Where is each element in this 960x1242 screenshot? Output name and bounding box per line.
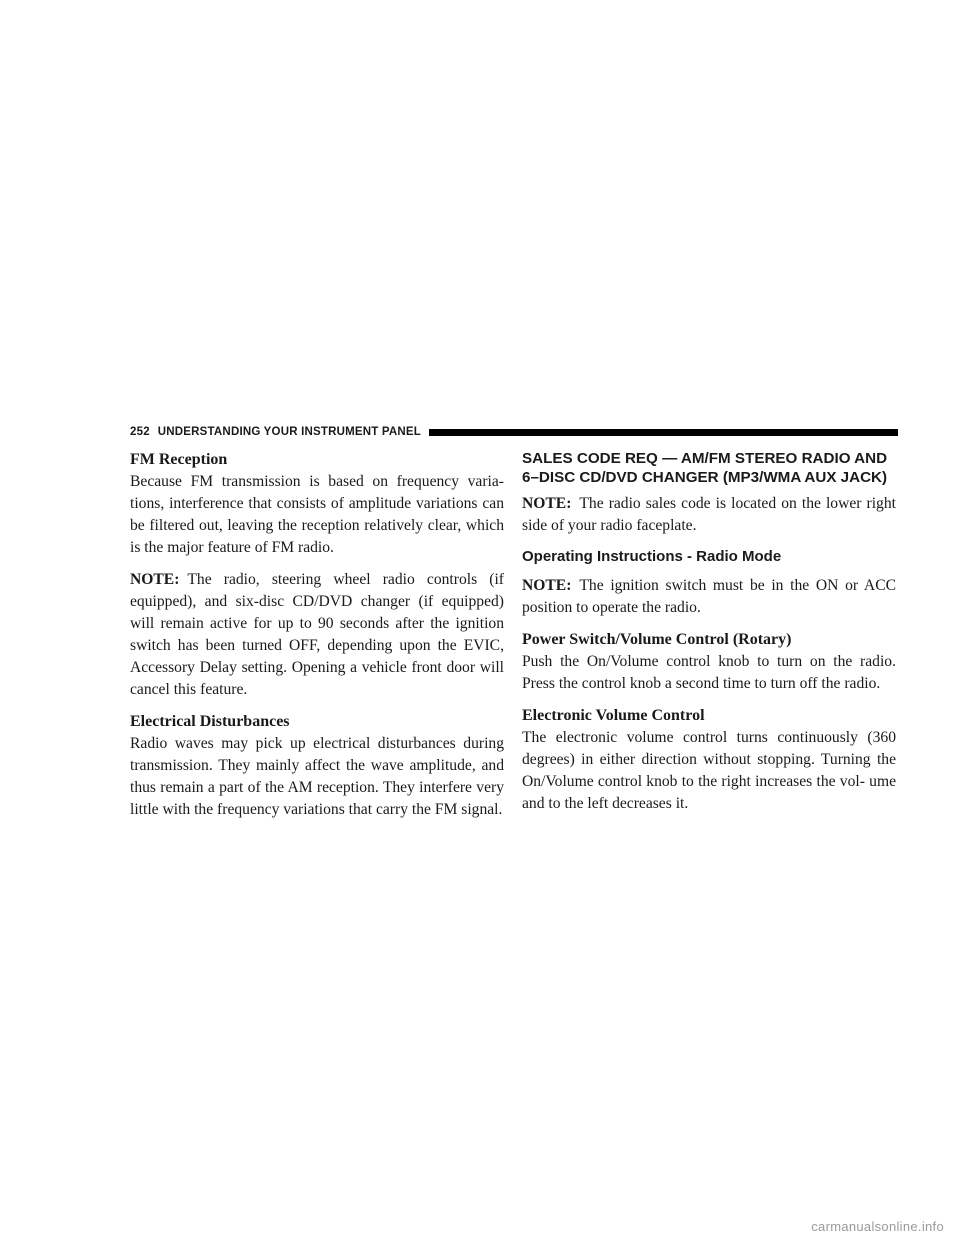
right-column [522, 449, 896, 825]
page-number: 252 [130, 426, 150, 438]
power-switch-heading: Power Switch/Volume Control (Rotary) [522, 631, 792, 648]
page-header [130, 424, 898, 440]
section-title: UNDERSTANDING YOUR INSTRUMENT PANEL [157, 426, 421, 438]
watermark: carmanualsonline.info [811, 1219, 944, 1234]
note-text: The radio sales code is located on the lower right side of your radio faceplate. [522, 495, 896, 534]
note-text: The ignition switch must be in the ON or ACC position to operate the radio. [522, 577, 896, 616]
note-ignition [522, 575, 896, 619]
header-rule [429, 429, 898, 436]
note-sales-code [522, 493, 896, 537]
note-label: NOTE: [522, 495, 572, 512]
electrical-disturbances-body: Radio waves may pick up electrical disturbances during transmission. They mainly affect the wave amplitude, and thus remain a part of the AM reception. They interfere very little with the frequency variations that carry the FM signal. [130, 735, 504, 818]
electronic-volume-heading: Electronic Volume Control [522, 707, 705, 724]
operating-instructions-heading: Operating Instructions - Radio Mode [522, 548, 782, 565]
note-label: NOTE: [522, 577, 572, 594]
power-switch-body: Push the On/Volume control knob to turn on the radio. Press the control knob a second time to turn off the radio. [522, 653, 896, 692]
left-column [130, 449, 504, 831]
electrical-disturbances-heading: Electrical Disturbances [130, 713, 290, 730]
note-text: The radio, steering wheel radio controls (if equipped), and six-disc CD/DVD changer (if equipped) will remain active for up to 90 seconds after the ignition switch has been turned OFF, depending upon the EVIC, Accessory Delay setting. Opening a vehicle front door will cancel this feature. [130, 571, 504, 698]
note-label: NOTE: [130, 571, 180, 588]
note-radio-active [130, 569, 504, 701]
fm-reception-body: Because FM transmission is based on frequency varia- tions, interference that consists of amplitude variations can be filtered out, leaving the reception relatively clear, which is the major feature of FM radio. [130, 473, 504, 556]
electronic-volume-body: The electronic volume control turns continuously (360 degrees) in either direction without stopping. Turning the On/Volume control knob to the right increases the vol- ume and to the left decreases it. [522, 729, 896, 812]
sales-code-heading: SALES CODE REQ — AM/FM STEREO RADIO AND 6–DISC CD/DVD CHANGER (MP3/WMA AUX JACK) [522, 450, 888, 486]
fm-reception-heading: FM Reception [130, 451, 228, 468]
